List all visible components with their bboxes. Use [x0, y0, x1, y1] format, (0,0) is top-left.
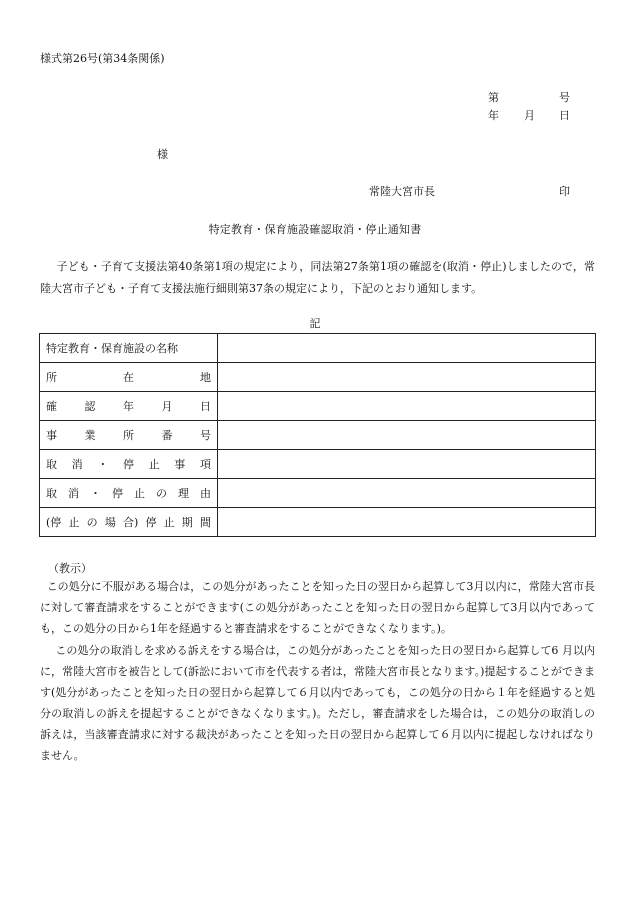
record-label [40, 508, 218, 537]
date-month: 月 [524, 109, 535, 122]
record-label-text [46, 450, 211, 478]
record-label [40, 421, 218, 450]
record-label-char: 場 [104, 515, 116, 529]
record-label-char: 日 [200, 399, 211, 413]
record-value-cell[interactable] [218, 421, 596, 450]
record-label-char: 止 [68, 515, 80, 529]
table-row [40, 334, 596, 363]
record-value-cell[interactable] [218, 450, 596, 479]
record-label-char: 止 [148, 457, 160, 471]
table-row [40, 508, 596, 537]
record-label-char: 間 [199, 515, 211, 529]
addressee-honorific: 様 [157, 148, 168, 161]
record-label-text [46, 334, 211, 362]
record-label-text [46, 479, 211, 507]
record-label-char: 由 [200, 486, 211, 500]
record-label-text [46, 508, 211, 536]
record-label-text [46, 392, 211, 420]
record-label-char: 在 [123, 370, 134, 384]
record-label [40, 392, 218, 421]
record-label-char: 所 [123, 428, 134, 442]
record-label [40, 363, 218, 392]
record-label-char: 停 [145, 515, 157, 529]
record-label-char: 号 [200, 428, 211, 442]
record-value-cell[interactable] [218, 479, 596, 508]
record-label-char: 地 [200, 370, 211, 384]
record-label-char: ・ [97, 457, 109, 471]
record-label-char: 停 [122, 457, 134, 471]
record-label-char: (停 [46, 515, 62, 529]
record-label-char: の [86, 515, 98, 529]
kyoji-paragraph-2: この処分の取消しを求める訴えをする場合は，この処分があったことを知った日の翌日から起算して6 月以内に，常陸大宮市を被告として(訴訟において市を代表する者は，常陸大宮市長となります。)提起することができます(処分があったことを知った日の翌日から起算して６月以内であっても，この処分の日から１年を経過すると処分の取消しの訴えを提起することができなくなります。)。ただし，審査請求をした場合は，この処分の取消しの訴えは，当該審査請求に対する裁決があったことを知った日の翌日から起算して６月以内に提起しなければなりません。 [40, 644, 595, 762]
record-label-char: の [156, 486, 167, 500]
table-row [40, 363, 596, 392]
table-row [40, 392, 596, 421]
record-label-char: 項 [199, 457, 211, 471]
record-label-char: 取 [46, 486, 57, 500]
record-label-char: 合) [122, 515, 139, 529]
document-title: 特定教育・保育施設確認取消・停止通知書 [208, 223, 422, 236]
issuer-name: 常陸大宮市長 [369, 185, 435, 198]
number-prefix: 第 [488, 91, 499, 104]
date-year: 年 [488, 109, 499, 122]
kyoji-heading: （教示） [48, 562, 92, 575]
record-label-char: 業 [84, 428, 96, 442]
record-label-char: 停 [112, 486, 123, 500]
record-label-char: 特定教育・保育施設の名称 [46, 341, 178, 355]
record-label-char: 所 [46, 370, 57, 384]
record-value-cell[interactable] [218, 334, 596, 363]
record-label-text [46, 363, 211, 391]
kyoji-paragraph-1: この処分に不服がある場合は，この処分があったことを知った日の翌日から起算して3月以内に，常陸大宮市長に対して審査請求をすることができます(この処分があったことを知った日の翌日から起算して3月以内であっても，この処分の日から1年を経過すると審査請求をすることができなくなります。)。 [40, 580, 595, 635]
date-day: 日 [559, 109, 570, 122]
record-label-char: 止 [134, 486, 145, 500]
record-label-char: 止 [163, 515, 175, 529]
table-row [40, 450, 596, 479]
record-label-char: ・ [90, 486, 101, 500]
record-value-cell[interactable] [218, 392, 596, 421]
record-label [40, 334, 218, 363]
form-id: 様式第26号(第34条関係) [40, 52, 165, 65]
number-suffix: 号 [559, 91, 570, 104]
record-label [40, 479, 218, 508]
table-row [40, 479, 596, 508]
record-label-text [46, 421, 211, 449]
record-label-char: 理 [178, 486, 189, 500]
record-label [40, 450, 218, 479]
record-label-char: 事 [174, 457, 186, 471]
record-value-cell[interactable] [218, 363, 596, 392]
record-label-char: 年 [123, 399, 134, 413]
record-label-char: 消 [68, 486, 79, 500]
record-label-char: 月 [161, 399, 173, 413]
record-label-char: 番 [161, 428, 173, 442]
ki-heading: 記 [309, 317, 321, 330]
record-label-char: 認 [84, 399, 96, 413]
record-table [39, 333, 596, 537]
seal-mark: 印 [559, 185, 570, 198]
record-value-cell[interactable] [218, 508, 596, 537]
record-label-char: 取 [46, 457, 57, 471]
record-label-char: 消 [71, 457, 83, 471]
record-label-char: 事 [46, 428, 57, 442]
intro-paragraph: 子ども・子育て支援法第40条第1項の規定により，同法第27条第1項の確認を(取消・停止)しましたので，常陸大宮市子ども・子育て支援法施行細則第37条の規定により，下記のとおり通知します。 [40, 260, 595, 295]
table-row [40, 421, 596, 450]
record-label-char: 期 [181, 515, 193, 529]
record-label-char: 確 [46, 399, 57, 413]
